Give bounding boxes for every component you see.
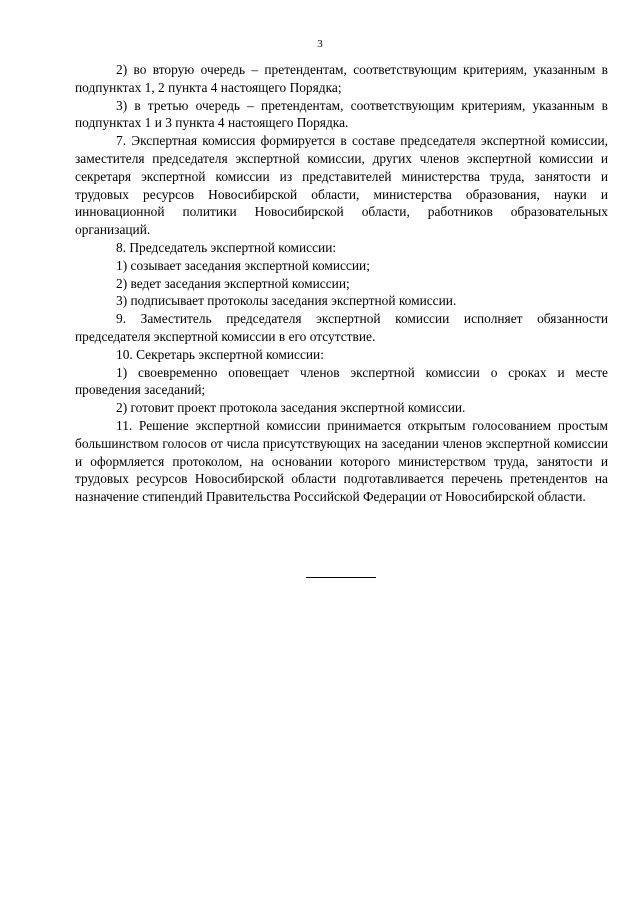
- paragraph-chairman-duty-2: 2) ведет заседания экспертной комиссии;: [116, 275, 350, 291]
- paragraph-secretary-duty-2: 2) готовит проект протокола заседания экспертной комиссии.: [116, 400, 466, 416]
- paragraph-item-2-second-priority: 2) во вторую очередь – претендентам, соответствующим критериям, указанным в подпунктах 1, 2 пункта 4 настоящего Порядка;: [75, 62, 608, 95]
- page-number: 3: [317, 38, 323, 50]
- paragraph-section-7-commission-composition: 7. Экспертная комиссия формируется в составе председателя экспертной комиссии, заместителя председателя экспертной комиссии, других членов экспертной комиссии и секретаря экспертной комиссии из представителей министерства труда, занятости и трудовых ресурсов Новосибирской области, министерства образования, науки и инновационной политики Новосибирской области, работников образовательных организаций.: [75, 133, 608, 238]
- paragraph-section-10-secretary: 10. Секретарь экспертной комиссии:: [116, 346, 324, 362]
- paragraph-chairman-duty-1: 1) созывает заседания экспертной комиссии;: [116, 257, 370, 273]
- paragraph-section-8-chairman: 8. Председатель экспертной комиссии:: [116, 239, 337, 255]
- paragraph-section-9-deputy: 9. Заместитель председателя экспертной комиссии исполняет обязанности председателя экспертной комиссии в его отсутствие.: [75, 311, 608, 344]
- end-of-document-rule: [306, 577, 376, 578]
- paragraph-item-3-third-priority: 3) в третью очередь – претендентам, соответствующим критериям, указанным в подпунктах 1 и 3 пункта 4 настоящего Порядка.: [75, 97, 608, 131]
- paragraph-section-11-decision: 11. Решение экспертной комиссии принимается открытым голосованием простым большинством голосов от числа присутствующих на заседании членов экспертной комиссии и оформляется протоколом, на основании которого министерством труда, занятости и трудовых ресурсов Новосибирской области подготавливается перечень претендентов на назначение стипендий Правительства Российской Федерации от Новосибирской области.: [75, 417, 608, 505]
- document-body: [75, 61, 608, 506]
- paragraph-chairman-duty-3: 3) подписывает протоколы заседания экспертной комиссии.: [116, 293, 457, 309]
- paragraph-secretary-duty-1: 1) своевременно оповещает членов экспертной комиссии о сроках и месте проведения заседаний;: [75, 364, 608, 398]
